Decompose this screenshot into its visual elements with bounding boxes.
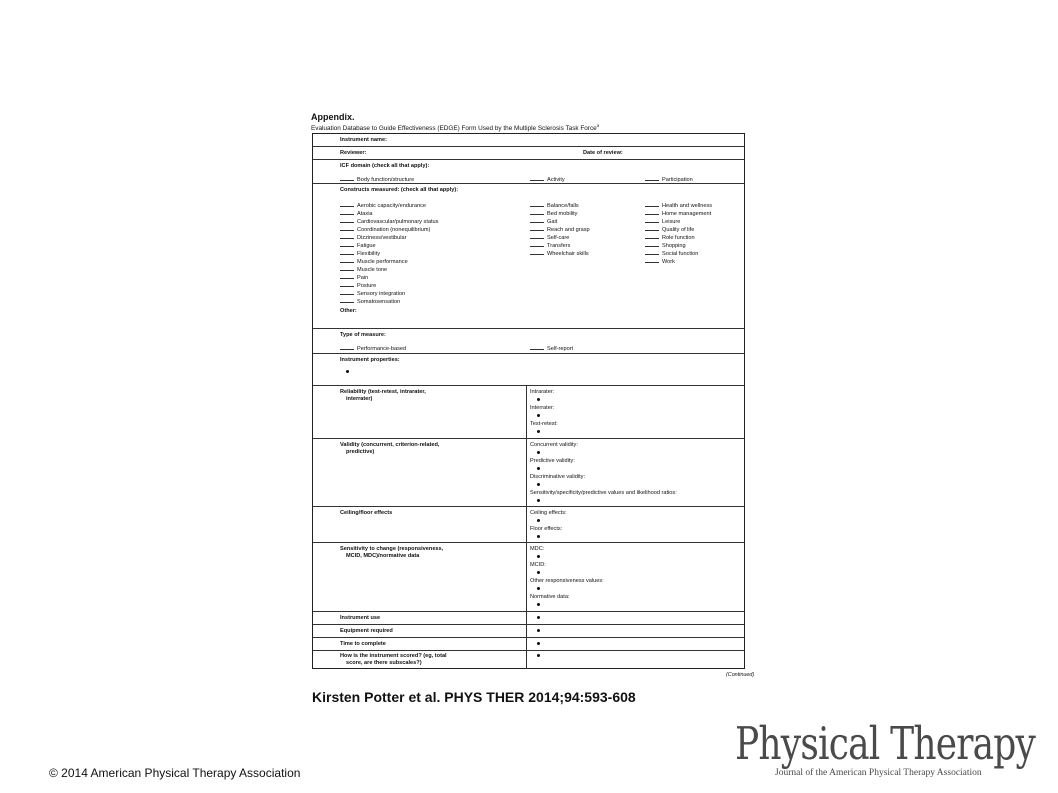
option-label: Self-report [547, 346, 574, 352]
icf-option-activity[interactable] [530, 176, 565, 184]
appendix-title: Appendix. [311, 112, 355, 122]
icf-domain-label: ICF domain (check all that apply): [340, 163, 430, 169]
construct-option[interactable] [340, 210, 373, 218]
bullet-dot [537, 451, 540, 454]
field-label: MDC: [530, 546, 545, 552]
construct-option[interactable] [340, 290, 405, 298]
time-to-complete-label: Time to complete [340, 641, 386, 647]
option-label: Muscle tone [357, 267, 388, 273]
construct-option[interactable] [530, 218, 557, 226]
construct-option[interactable] [340, 218, 438, 226]
construct-option[interactable] [340, 250, 380, 258]
equipment-required-label: Equipment required [340, 628, 393, 634]
option-label: Body function/structure [357, 177, 415, 183]
field-label: Concurrent validity: [530, 442, 578, 448]
construct-option[interactable] [340, 298, 400, 306]
constructs-label: Constructs measured: (check all that apply): [340, 187, 459, 193]
field-label: Floor effects: [530, 526, 563, 532]
checkbox-line[interactable] [340, 298, 354, 303]
construct-option[interactable] [530, 250, 589, 258]
icf-option-participation[interactable] [645, 176, 693, 184]
checkbox-line[interactable] [530, 250, 544, 255]
bullet [537, 483, 540, 489]
instrument-use-label: Instrument use [340, 615, 381, 621]
bullet-dot [537, 571, 540, 574]
construct-option[interactable] [340, 226, 430, 234]
option-label: Shopping [662, 243, 686, 249]
checkbox-line[interactable] [645, 218, 659, 223]
construct-option[interactable] [340, 282, 376, 290]
validity-label-line2: predictive) [346, 449, 375, 455]
bullet [537, 654, 540, 660]
field-label: Normative data: [530, 594, 570, 600]
subtitle-text: Evaluation Database to Guide Effectiveness (EDGE) Form Used by the Multiple Sclerosis Task Force [311, 125, 597, 133]
checkbox-line[interactable] [530, 210, 544, 215]
option-label: Reach and grasp [547, 227, 590, 233]
checkbox-line[interactable] [645, 226, 659, 231]
option-label: Balance/falls [547, 203, 579, 209]
option-label: Posture [357, 283, 377, 289]
sensitivity-label-line1: Sensitivity to change (responsiveness, [340, 546, 444, 552]
sensitivity-label-line2: MCID, MDC)/normative data [346, 553, 420, 559]
validity-label-line1: Validity (concurrent, criterion-related, [340, 442, 440, 448]
appendix-subtitle [311, 123, 599, 132]
checkbox-line[interactable] [530, 218, 544, 223]
option-label: Sensory integration [357, 291, 406, 297]
construct-option[interactable] [340, 266, 387, 274]
checkbox-line[interactable] [645, 250, 659, 255]
bullet [537, 535, 540, 541]
checkbox-line[interactable] [645, 242, 659, 247]
checkbox-line[interactable] [340, 226, 354, 231]
checkbox-line[interactable] [530, 202, 544, 207]
field-label: Discriminative validity: [530, 474, 586, 480]
other-label: Other: [340, 308, 357, 314]
row-type-of-measure [313, 329, 744, 354]
option-label: Gait [547, 219, 558, 225]
option-label: Coordination (nonequilibrium) [357, 227, 431, 233]
construct-option[interactable] [530, 202, 579, 210]
field-label: Test-retest: [530, 421, 558, 427]
construct-option[interactable] [645, 218, 680, 226]
logo-title: Physical Therapy [735, 717, 1036, 770]
row-instrument-properties [313, 354, 744, 386]
row-scoring [313, 651, 744, 669]
ceiling-floor-label: Ceiling/floor effects [340, 510, 393, 516]
option-label: Transfers [547, 243, 571, 249]
row-sensitivity [313, 543, 744, 612]
option-label: Social function [662, 251, 699, 257]
field-label: Other responsiveness values: [530, 578, 604, 584]
option-label: Role function [662, 235, 695, 241]
checkbox-line[interactable] [340, 266, 354, 271]
bullet-dot [537, 603, 540, 606]
copyright-notice: © 2014 American Physical Therapy Association [49, 766, 301, 780]
bullet-dot [537, 414, 540, 417]
bullet [537, 616, 540, 622]
row-constructs [313, 184, 744, 329]
checkbox-line[interactable] [645, 210, 659, 215]
row-equipment-required [313, 625, 744, 638]
option-label: Dizziness/vestibular [357, 235, 407, 241]
construct-option[interactable] [645, 234, 695, 242]
construct-option[interactable] [530, 226, 590, 234]
checkbox-line[interactable] [530, 176, 544, 181]
field-label: Ceiling effects: [530, 510, 567, 516]
checkbox-line[interactable] [340, 210, 354, 215]
checkbox-line[interactable] [530, 234, 544, 239]
option-label: Cardiovascular/pulmonary status [357, 219, 439, 225]
option-label: Self-care [547, 235, 570, 241]
bullet [537, 451, 540, 457]
checkbox-line[interactable] [645, 202, 659, 207]
row-icf-domain [313, 160, 744, 184]
option-label: Flexibility [357, 251, 381, 257]
physical-therapy-logo [735, 717, 1041, 783]
scoring-label-line1: How is the instrument scored? (eg, total [340, 653, 447, 659]
checkbox-line[interactable] [645, 176, 659, 181]
subtitle-footnote-mark: a [596, 123, 600, 128]
date-of-review-label: Date of review: [583, 150, 623, 156]
checkbox-line[interactable] [340, 242, 354, 247]
logo-subtitle: Journal of the American Physical Therapy Association [775, 768, 982, 778]
bullet [537, 642, 540, 648]
scoring-label-line2: score, are there subscales?) [346, 660, 422, 666]
construct-option[interactable] [530, 234, 569, 242]
construct-option[interactable] [645, 210, 711, 218]
bullet-dot [537, 467, 540, 470]
bullet [537, 467, 540, 473]
instrument-name-label: Instrument name: [340, 137, 387, 143]
row-reviewer [313, 147, 744, 160]
checkbox-line[interactable] [340, 258, 354, 263]
option-label: Leisure [662, 219, 681, 225]
checkbox-line[interactable] [340, 202, 354, 207]
construct-option[interactable] [340, 258, 408, 266]
option-label: Fatigue [357, 243, 376, 249]
field-label: MCID: [530, 562, 546, 568]
row-reliability [313, 386, 744, 439]
option-label: Muscle performance [357, 259, 408, 265]
bullet [537, 398, 540, 404]
option-label: Home management [662, 211, 712, 217]
construct-option[interactable] [530, 242, 570, 250]
edge-form-table [312, 133, 745, 669]
option-label: Pain [357, 275, 369, 281]
construct-option[interactable] [645, 226, 694, 234]
bullet-dot [537, 398, 540, 401]
option-label: Work [662, 259, 675, 265]
checkbox-line[interactable] [340, 345, 354, 350]
option-label: Aerobic capacity/endurance [357, 203, 427, 209]
bullet [537, 571, 540, 577]
bullet-dot [537, 499, 540, 502]
checkbox-line[interactable] [340, 234, 354, 239]
option-label: Quality of life [662, 227, 695, 233]
bullet [537, 414, 540, 420]
reviewer-label: Reviewer: [340, 150, 367, 156]
reliability-label-line2: interrater) [346, 396, 373, 402]
option-label: Ataxia [357, 211, 373, 217]
citation: Kirsten Potter et al. PHYS THER 2014;94:593-608 [312, 689, 636, 705]
construct-option[interactable] [340, 274, 368, 282]
reliability-label-line1: Reliability (test-retest, intrarater, [340, 389, 426, 395]
bullet [537, 629, 540, 635]
field-label: Sensitivity/specificity/predictive values and likelihood ratios: [530, 490, 677, 496]
measure-option-performance[interactable] [340, 345, 406, 353]
option-label: Performance-based [357, 346, 407, 352]
option-label: Bed mobility [547, 211, 578, 217]
bullet [537, 587, 540, 593]
option-label: Activity [547, 177, 565, 183]
construct-option[interactable] [340, 202, 426, 210]
option-label: Wheelchair skills [547, 251, 589, 257]
checkbox-line[interactable] [340, 282, 354, 287]
bullet-dot [537, 535, 540, 538]
checkbox-line[interactable] [645, 258, 659, 263]
checkbox-line[interactable] [340, 218, 354, 223]
row-ceiling-floor [313, 507, 744, 543]
checkbox-line[interactable] [530, 345, 544, 350]
bullet-dot [537, 430, 540, 433]
bullet [537, 519, 540, 525]
type-of-measure-label: Type of measure: [340, 332, 386, 338]
checkbox-line[interactable] [530, 226, 544, 231]
continued-label: (Continued) [726, 672, 755, 678]
bullet-dot [537, 483, 540, 486]
option-label: Health and wellness [662, 203, 713, 209]
construct-option[interactable] [340, 234, 406, 242]
checkbox-line[interactable] [340, 274, 354, 279]
bullet [537, 603, 540, 609]
row-instrument-use [313, 612, 744, 625]
checkbox-line[interactable] [530, 242, 544, 247]
construct-option[interactable] [340, 242, 376, 250]
checkbox-line[interactable] [645, 234, 659, 239]
checkbox-line[interactable] [340, 250, 354, 255]
row-instrument-name [313, 134, 744, 147]
bullet-dot [537, 555, 540, 558]
bullet [537, 430, 540, 436]
field-label: Predictive validity: [530, 458, 575, 464]
bullet [346, 370, 349, 376]
measure-option-self-report[interactable] [530, 345, 573, 353]
construct-option[interactable] [645, 250, 698, 258]
option-label: Somatosensation [357, 299, 401, 305]
icf-option-body-function[interactable] [340, 176, 414, 184]
construct-option[interactable] [645, 258, 675, 266]
instrument-properties-label: Instrument properties: [340, 357, 400, 363]
bullet [537, 499, 540, 505]
construct-option[interactable] [530, 210, 577, 218]
checkbox-line[interactable] [340, 176, 354, 181]
checkbox-line[interactable] [340, 290, 354, 295]
row-validity [313, 439, 744, 507]
bullet [537, 555, 540, 561]
option-label: Participation [662, 177, 693, 183]
bullet-dot [537, 587, 540, 590]
construct-option[interactable] [645, 202, 712, 210]
row-time-to-complete [313, 638, 744, 651]
construct-option[interactable] [645, 242, 686, 250]
field-label: Intrarater: [530, 389, 555, 395]
bullet-dot [537, 519, 540, 522]
field-label: Interrater: [530, 405, 555, 411]
